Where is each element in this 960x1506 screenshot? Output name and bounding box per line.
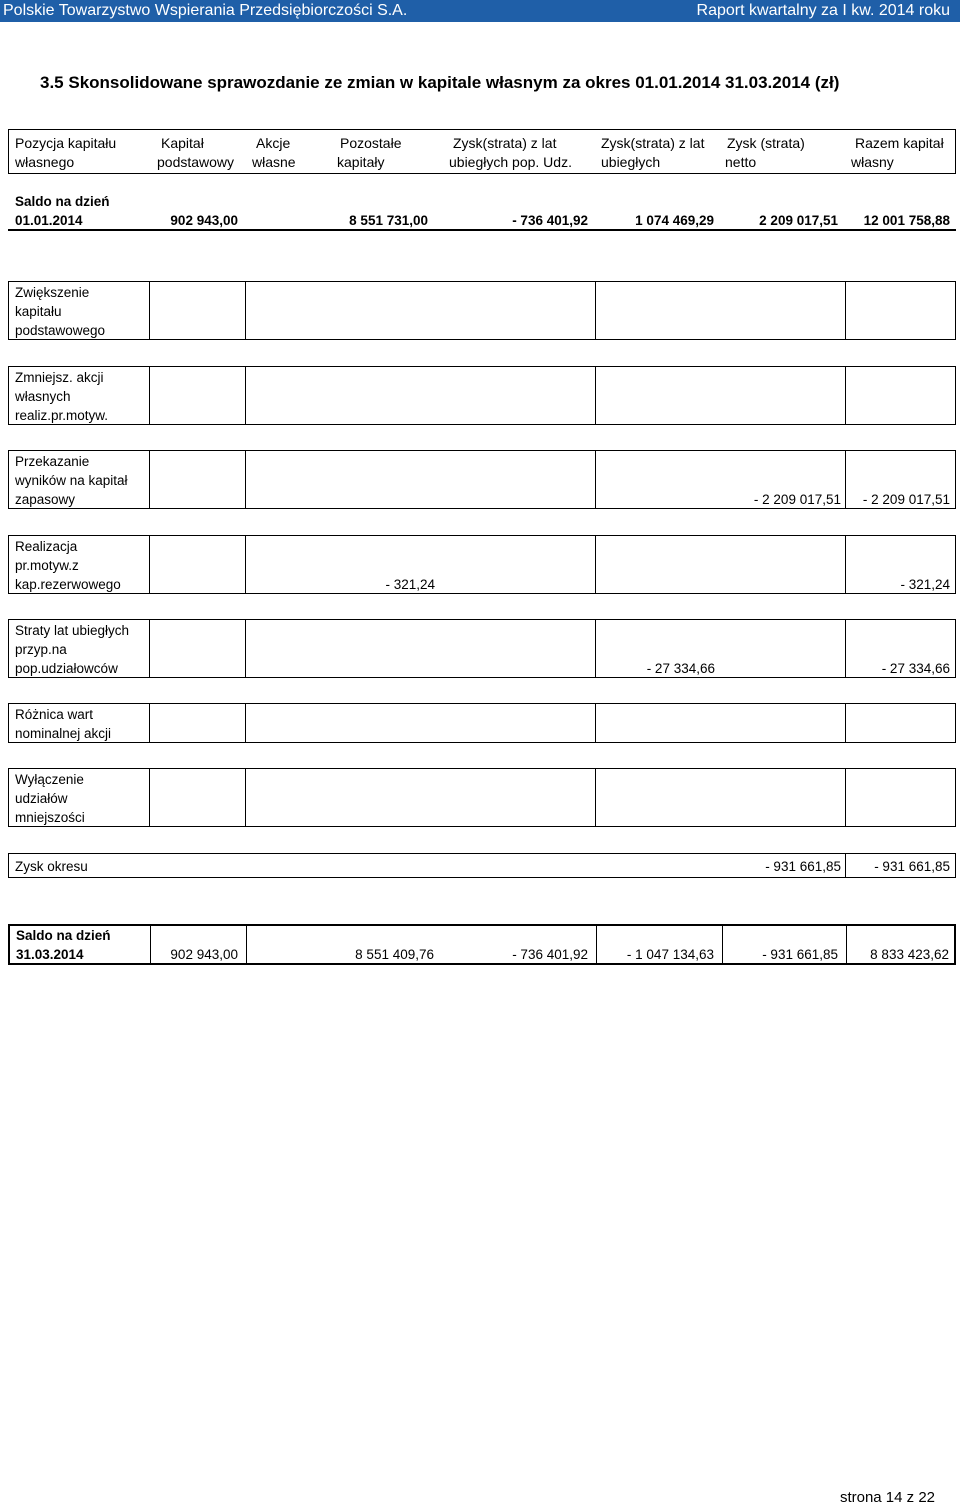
col-header-3: Akcje własne [252, 135, 296, 170]
divider [595, 769, 596, 826]
col-header-5: Zysk(strata) z lat ubiegłych pop. Udz. [449, 135, 572, 170]
divider [845, 704, 846, 742]
closing-capital: 902 943,00 [170, 947, 238, 962]
closing-balance-row [8, 924, 956, 965]
divider [245, 620, 246, 677]
opening-prior: 1 074 469,29 [635, 213, 714, 228]
opening-prior-pop: - 736 401,92 [512, 213, 588, 228]
section-title: 3.5 Skonsolidowane sprawozdanie ze zmian w kapitale własnym za okres 01.01.2014 31.03.2014 (zł) [40, 73, 840, 92]
opening-label: Saldo na dzień 01.01.2014 [15, 194, 110, 228]
divider [149, 367, 150, 424]
divider [245, 769, 246, 826]
row-profit-transfer [8, 450, 956, 509]
row-label: Zysk okresu [15, 859, 88, 874]
col-header-1: Pozycja kapitału własnego [15, 135, 117, 170]
row-label: Wyłączenie udziałów mniejszości [15, 772, 85, 825]
column-header-box [8, 129, 956, 174]
divider [149, 451, 150, 508]
page-header [0, 0, 960, 22]
row-period-profit [8, 853, 956, 878]
divider [245, 282, 246, 339]
col-header-4: Pozostałe kapitały [337, 135, 402, 170]
closing-prior-pop: - 736 401,92 [512, 947, 588, 962]
report-name: Raport kwartalny za I kw. 2014 roku [696, 2, 950, 19]
divider [845, 367, 846, 424]
closing-prior: - 1 047 134,63 [626, 947, 714, 962]
row-incentive-program [8, 535, 956, 594]
row-label: Różnica wart nominalnej akcji [15, 707, 112, 741]
row-label: Przekazanie wyników na kapitał zapasowy [15, 454, 128, 507]
closing-total: 8 833 423,62 [870, 947, 949, 962]
opening-capital: 902 943,00 [170, 213, 238, 228]
divider [595, 704, 596, 742]
divider [245, 451, 246, 508]
divider [722, 926, 723, 963]
divider [595, 367, 596, 424]
divider [845, 769, 846, 826]
company-name: Polskie Towarzystwo Wspierania Przedsiębiorczości S.A. [3, 2, 408, 19]
row-total-value: - 321,24 [900, 577, 950, 592]
divider [845, 282, 846, 339]
closing-label: Saldo na dzień 31.03.2014 [16, 928, 111, 962]
divider [845, 620, 846, 677]
divider [149, 536, 150, 593]
closing-net: - 931 661,85 [762, 947, 838, 962]
row-net-value: - 2 209 017,51 [753, 492, 841, 507]
divider [149, 620, 150, 677]
divider [596, 926, 597, 963]
col-header-2: Kapitał podstawowy [157, 135, 235, 170]
row-prior-value: - 27 334,66 [646, 661, 715, 676]
divider [245, 704, 246, 742]
divider [845, 854, 846, 877]
divider [595, 620, 596, 677]
col-header-6: Zysk(strata) z lat ubiegłych [601, 135, 705, 170]
divider [845, 451, 846, 508]
row-net-value: - 931 661,85 [765, 859, 841, 874]
col-header-8: Razem kapitał własny [851, 135, 944, 170]
row-label: Straty lat ubiegłych przyp.na pop.udziałowców [15, 623, 130, 676]
row-prior-losses [8, 619, 956, 678]
row-label: Zwiększenie kapitału podstawowego [15, 285, 106, 338]
divider [595, 536, 596, 593]
divider [245, 367, 246, 424]
row-other-value: - 321,24 [385, 577, 435, 592]
divider [149, 769, 150, 826]
divider [595, 282, 596, 339]
row-label: Zmniejsz. akcji własnych realiz.pr.motyw. [15, 370, 109, 423]
row-total-value: - 931 661,85 [874, 859, 950, 874]
divider [845, 536, 846, 593]
opening-other: 8 551 731,00 [349, 213, 428, 228]
row-total-value: - 27 334,66 [881, 661, 950, 676]
divider [149, 282, 150, 339]
opening-underline [8, 229, 956, 231]
divider [245, 536, 246, 593]
divider [846, 926, 847, 963]
divider [246, 926, 247, 963]
opening-total: 12 001 758,88 [863, 213, 950, 228]
divider [150, 926, 151, 963]
row-label: Realizacja pr.motyw.z kap.rezerwowego [15, 539, 121, 592]
row-treasury-shares [8, 366, 956, 425]
closing-other: 8 551 409,76 [355, 947, 434, 962]
divider [595, 451, 596, 508]
row-capital-increase [8, 281, 956, 340]
row-nominal-difference [8, 703, 956, 743]
row-minority-exclusion [8, 768, 956, 827]
row-total-value: - 2 209 017,51 [862, 492, 950, 507]
opening-net: 2 209 017,51 [759, 213, 838, 228]
page-number: strona 14 z 22 [839, 1489, 935, 1506]
divider [149, 704, 150, 742]
col-header-7: Zysk (strata) netto [725, 135, 805, 170]
